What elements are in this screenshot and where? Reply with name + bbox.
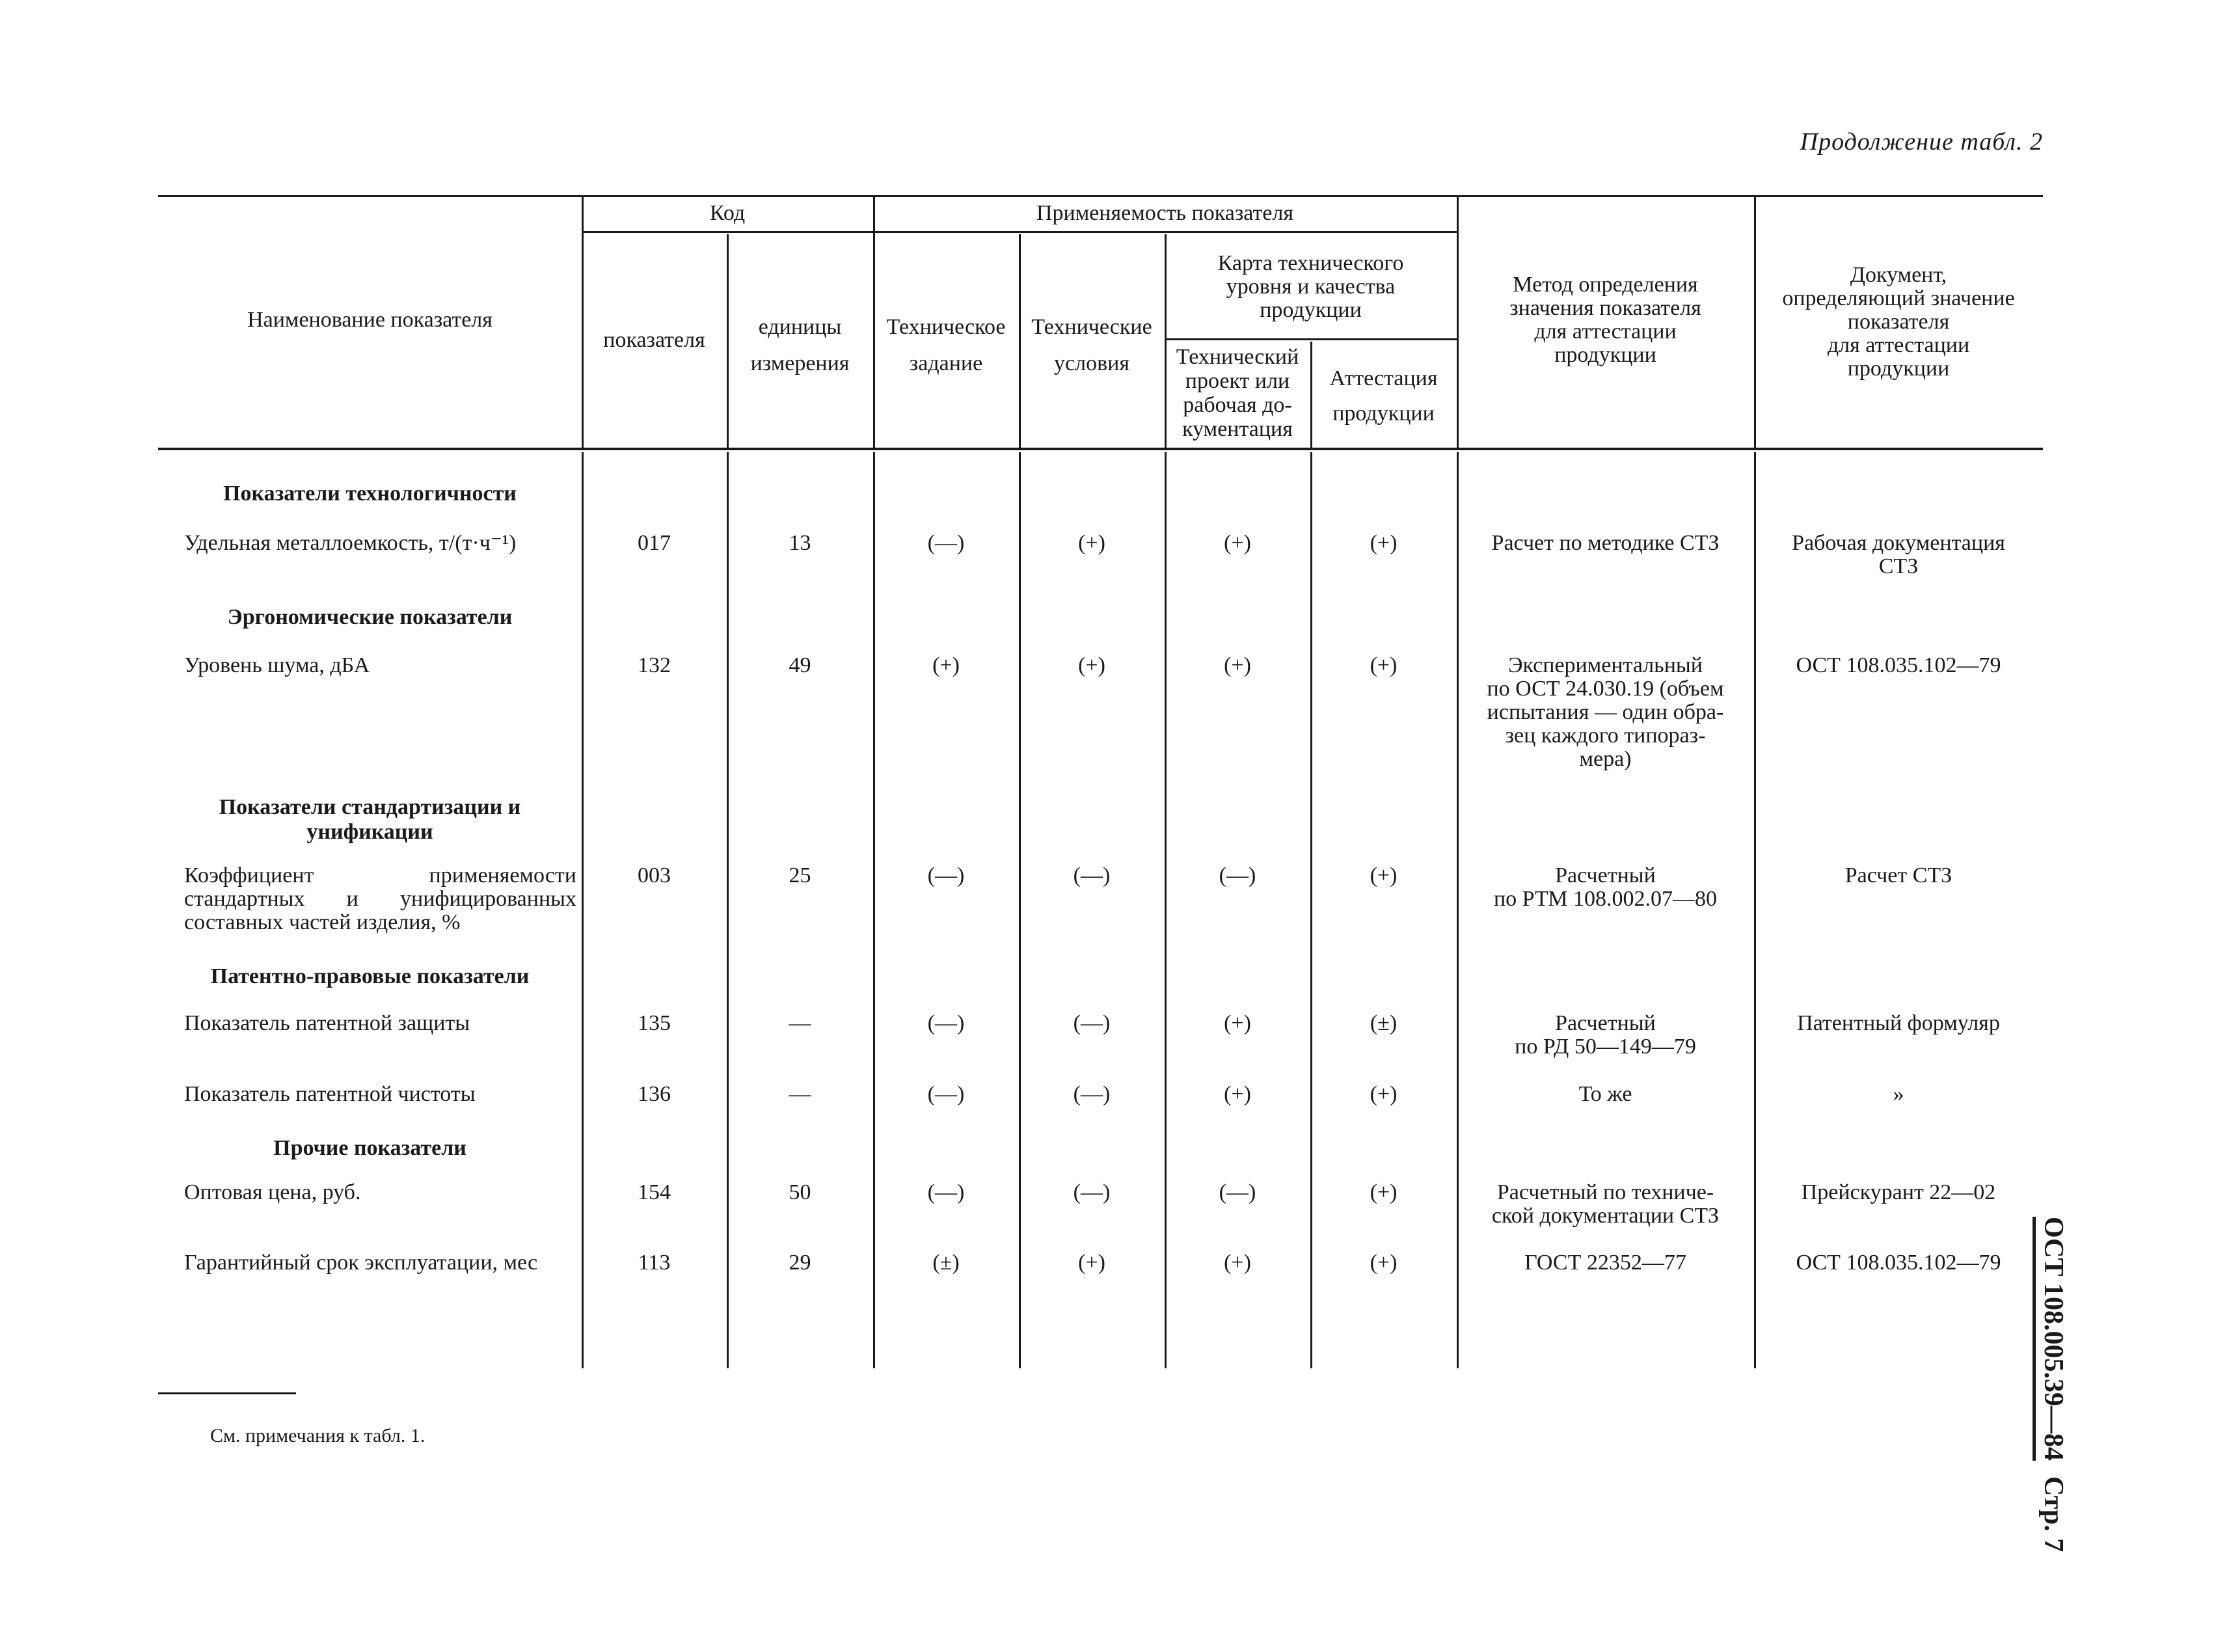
page-number: Стр. 7 <box>2038 1476 2068 1552</box>
tech-conditions-mark: (+) <box>1078 653 1105 677</box>
tech-task-mark: (—) <box>927 1082 965 1106</box>
header-bottom-rule <box>158 448 2043 450</box>
method-cell <box>1462 532 1749 555</box>
footnote: См. примечания к табл. 1. <box>210 1425 426 1446</box>
header-code-unit-line: измерения <box>750 351 850 375</box>
body-divider <box>1754 452 1756 1368</box>
document-cell <box>1759 1251 2038 1275</box>
indicator-code: 154 <box>638 1180 671 1204</box>
method-line: Расчетный <box>1555 1011 1656 1035</box>
row-name: Коэффициент применяемости стандартных и унифицированных составных частей изделия, % <box>184 863 576 934</box>
method-line: испытания — один обра- <box>1487 700 1724 724</box>
document-line: ОСТ 108.035.102—79 <box>1796 1251 2001 1275</box>
header-quality-card-line: продукции <box>1260 298 1362 322</box>
method-line: по РТМ 108.002.07—80 <box>1493 887 1718 911</box>
unit-code: 50 <box>789 1180 811 1204</box>
header-tech-conditions <box>1019 309 1165 382</box>
method-cell <box>1462 1012 1749 1059</box>
header-name-line: Наименование показателя <box>247 308 493 332</box>
indicator-code: 132 <box>638 653 671 677</box>
unit-code: 25 <box>789 863 811 887</box>
method-line: Расчетный <box>1555 863 1656 887</box>
tech-task-mark: (±) <box>932 1251 960 1275</box>
indicator-code: 003 <box>638 863 671 887</box>
header-method <box>1457 273 1754 367</box>
group-heading: Показатели стандартизации и унификации <box>219 795 521 844</box>
method-cell <box>1462 864 1749 911</box>
document-line: ОСТ 108.035.102—79 <box>1796 653 2001 677</box>
body-divider <box>1310 452 1312 1368</box>
tech-conditions-mark: (+) <box>1078 1251 1105 1275</box>
document-cell <box>1759 1012 2038 1035</box>
tech-project-mark: (+) <box>1224 1251 1251 1275</box>
unit-code: — <box>789 1011 811 1035</box>
method-line: по ОСТ 24.030.19 (объем <box>1487 677 1724 701</box>
method-cell <box>1462 1181 1749 1228</box>
header-code-indicator-line: показателя <box>603 328 705 352</box>
row-name: Уровень шума, дБА <box>184 653 370 677</box>
attestation-mark: (+) <box>1370 1251 1398 1275</box>
continuation-caption: Продолжение табл. 2 <box>1800 128 2043 156</box>
tech-conditions-mark: (—) <box>1073 1180 1111 1204</box>
document-line: СТЗ <box>1878 554 1919 578</box>
row-name: Оптовая цена, руб. <box>184 1180 361 1204</box>
tech-project-mark: (—) <box>1219 1180 1256 1204</box>
document-line: Расчет СТЗ <box>1844 863 1952 887</box>
method-cell <box>1462 654 1749 771</box>
tech-project-mark: (+) <box>1224 653 1251 677</box>
group-heading: Прочие показатели <box>273 1136 466 1160</box>
unit-code: — <box>789 1082 811 1106</box>
row-name: Показатель патентной чистоты <box>184 1082 476 1106</box>
body-divider <box>873 452 875 1368</box>
table-top-rule <box>158 195 2043 197</box>
attestation-mark: (+) <box>1370 653 1398 677</box>
header-attestation-line: Аттестация <box>1329 366 1438 390</box>
group-heading: Эргономические показатели <box>227 605 513 629</box>
body-divider <box>727 452 729 1368</box>
header-document-line: для аттестации <box>1827 333 1970 357</box>
applicability-subheader-rule <box>873 231 1457 233</box>
tech-conditions-mark: (—) <box>1073 863 1111 887</box>
method-line: мера) <box>1579 747 1632 771</box>
method-line: ской документации СТЗ <box>1491 1204 1720 1228</box>
header-code-line: Код <box>709 201 746 225</box>
header-tech-conditions-line: Технические <box>1031 315 1152 339</box>
header-method-line: для аттестации <box>1534 319 1677 344</box>
method-line: Расчет по методике СТЗ <box>1491 531 1720 555</box>
tech-conditions-mark: (+) <box>1078 531 1105 555</box>
header-tech-project-line: Технический <box>1176 345 1299 369</box>
attestation-mark: (+) <box>1370 1180 1398 1204</box>
header-tech-task <box>873 309 1019 382</box>
tech-conditions-mark: (—) <box>1073 1082 1111 1106</box>
header-method-line: значения показателя <box>1509 296 1701 320</box>
group-heading: Показатели технологичности <box>223 481 517 506</box>
header-document-line: показателя <box>1847 310 1950 334</box>
header-document-line: определяющий значение <box>1782 286 2015 310</box>
header-tech-task-line: задание <box>909 351 983 375</box>
group-heading: Патентно-правовые показатели <box>210 964 530 988</box>
document-line: Патентный формуляр <box>1797 1011 2000 1035</box>
header-divider <box>582 195 584 448</box>
header-method-line: продукции <box>1554 343 1656 367</box>
tech-task-mark: (—) <box>927 1011 965 1035</box>
quality-card-subheader-rule <box>1165 338 1457 340</box>
header-quality-card <box>1165 252 1457 322</box>
header-document-line: Документ, <box>1850 263 1947 287</box>
header-applicability <box>873 202 1457 225</box>
row-name: Удельная металлоемкость, т/(т·ч⁻¹) <box>184 531 517 555</box>
unit-code: 13 <box>789 531 811 555</box>
header-code <box>582 202 873 225</box>
header-document <box>1754 264 2043 381</box>
document-line: Прейскурант 22—02 <box>1801 1180 1996 1204</box>
tech-conditions-mark: (—) <box>1073 1011 1111 1035</box>
tech-task-mark: (—) <box>927 1180 965 1204</box>
body-divider <box>582 452 584 1368</box>
indicator-code: 136 <box>638 1082 671 1106</box>
tech-project-mark: (—) <box>1219 863 1256 887</box>
document-cell <box>1759 1181 2038 1204</box>
header-applicability-line: Применяемость показателя <box>1036 201 1294 225</box>
body-divider <box>1019 452 1021 1368</box>
row-name: Гарантийный срок эксплуатации, мес <box>184 1251 538 1275</box>
method-line: ГОСТ 22352—77 <box>1524 1251 1686 1275</box>
unit-code: 29 <box>789 1251 811 1275</box>
document-line: Рабочая документация <box>1792 531 2005 555</box>
attestation-mark: (±) <box>1370 1011 1398 1035</box>
method-line: по РД 50—149—79 <box>1515 1035 1696 1059</box>
document-cell <box>1759 654 2038 677</box>
header-tech-task-line: Техническое <box>886 315 1006 339</box>
tech-task-mark: (—) <box>927 531 965 555</box>
side-label <box>2038 1217 2069 1552</box>
tech-project-mark: (+) <box>1224 531 1251 555</box>
header-name <box>158 308 582 332</box>
header-tech-project-line: рабочая до- <box>1183 393 1292 417</box>
method-line: зец каждого типораз- <box>1505 724 1706 748</box>
document-cell <box>1759 1083 2038 1106</box>
document-line: » <box>1893 1082 1904 1106</box>
header-tech-project-line: кументация <box>1182 417 1293 441</box>
body-divider <box>1165 452 1167 1368</box>
indicator-code: 113 <box>638 1251 671 1275</box>
method-cell <box>1462 1251 1749 1275</box>
body-divider <box>1457 452 1459 1368</box>
header-tech-project-line: проект или <box>1185 369 1290 393</box>
document-cell <box>1759 532 2038 578</box>
header-code-indicator <box>582 329 727 352</box>
tech-task-mark: (+) <box>932 653 960 677</box>
header-method-line: Метод определения <box>1513 273 1698 297</box>
header-code-unit-line: единицы <box>758 315 842 339</box>
unit-code: 49 <box>789 653 811 677</box>
attestation-mark: (+) <box>1370 1082 1398 1106</box>
footnote-rule <box>158 1392 296 1394</box>
method-line: Экспериментальный <box>1508 653 1703 677</box>
header-code-unit <box>727 309 873 382</box>
header-attestation-line: продукции <box>1332 401 1435 426</box>
document-cell <box>1759 864 2038 887</box>
indicator-code: 017 <box>638 531 671 555</box>
header-quality-card-line: уровня и качества <box>1226 275 1396 299</box>
header-document-line: продукции <box>1847 357 1950 381</box>
header-tech-conditions-line: условия <box>1054 351 1129 375</box>
attestation-mark: (+) <box>1370 531 1398 555</box>
attestation-mark: (+) <box>1370 863 1398 887</box>
tech-task-mark: (—) <box>927 863 965 887</box>
header-attestation <box>1310 361 1457 431</box>
header-quality-card-line: Карта технического <box>1217 251 1404 275</box>
tech-project-mark: (+) <box>1224 1082 1251 1106</box>
standard-number: ОСТ 108.005.39—84 <box>2033 1217 2068 1461</box>
header-tech-project <box>1165 345 1310 441</box>
code-subheader-rule <box>582 231 873 233</box>
method-line: То же <box>1578 1082 1632 1106</box>
row-name: Показатель патентной защиты <box>184 1011 470 1035</box>
tech-project-mark: (+) <box>1224 1011 1251 1035</box>
method-cell <box>1462 1083 1749 1106</box>
method-line: Расчетный по техниче- <box>1496 1180 1714 1204</box>
indicator-code: 135 <box>638 1011 671 1035</box>
